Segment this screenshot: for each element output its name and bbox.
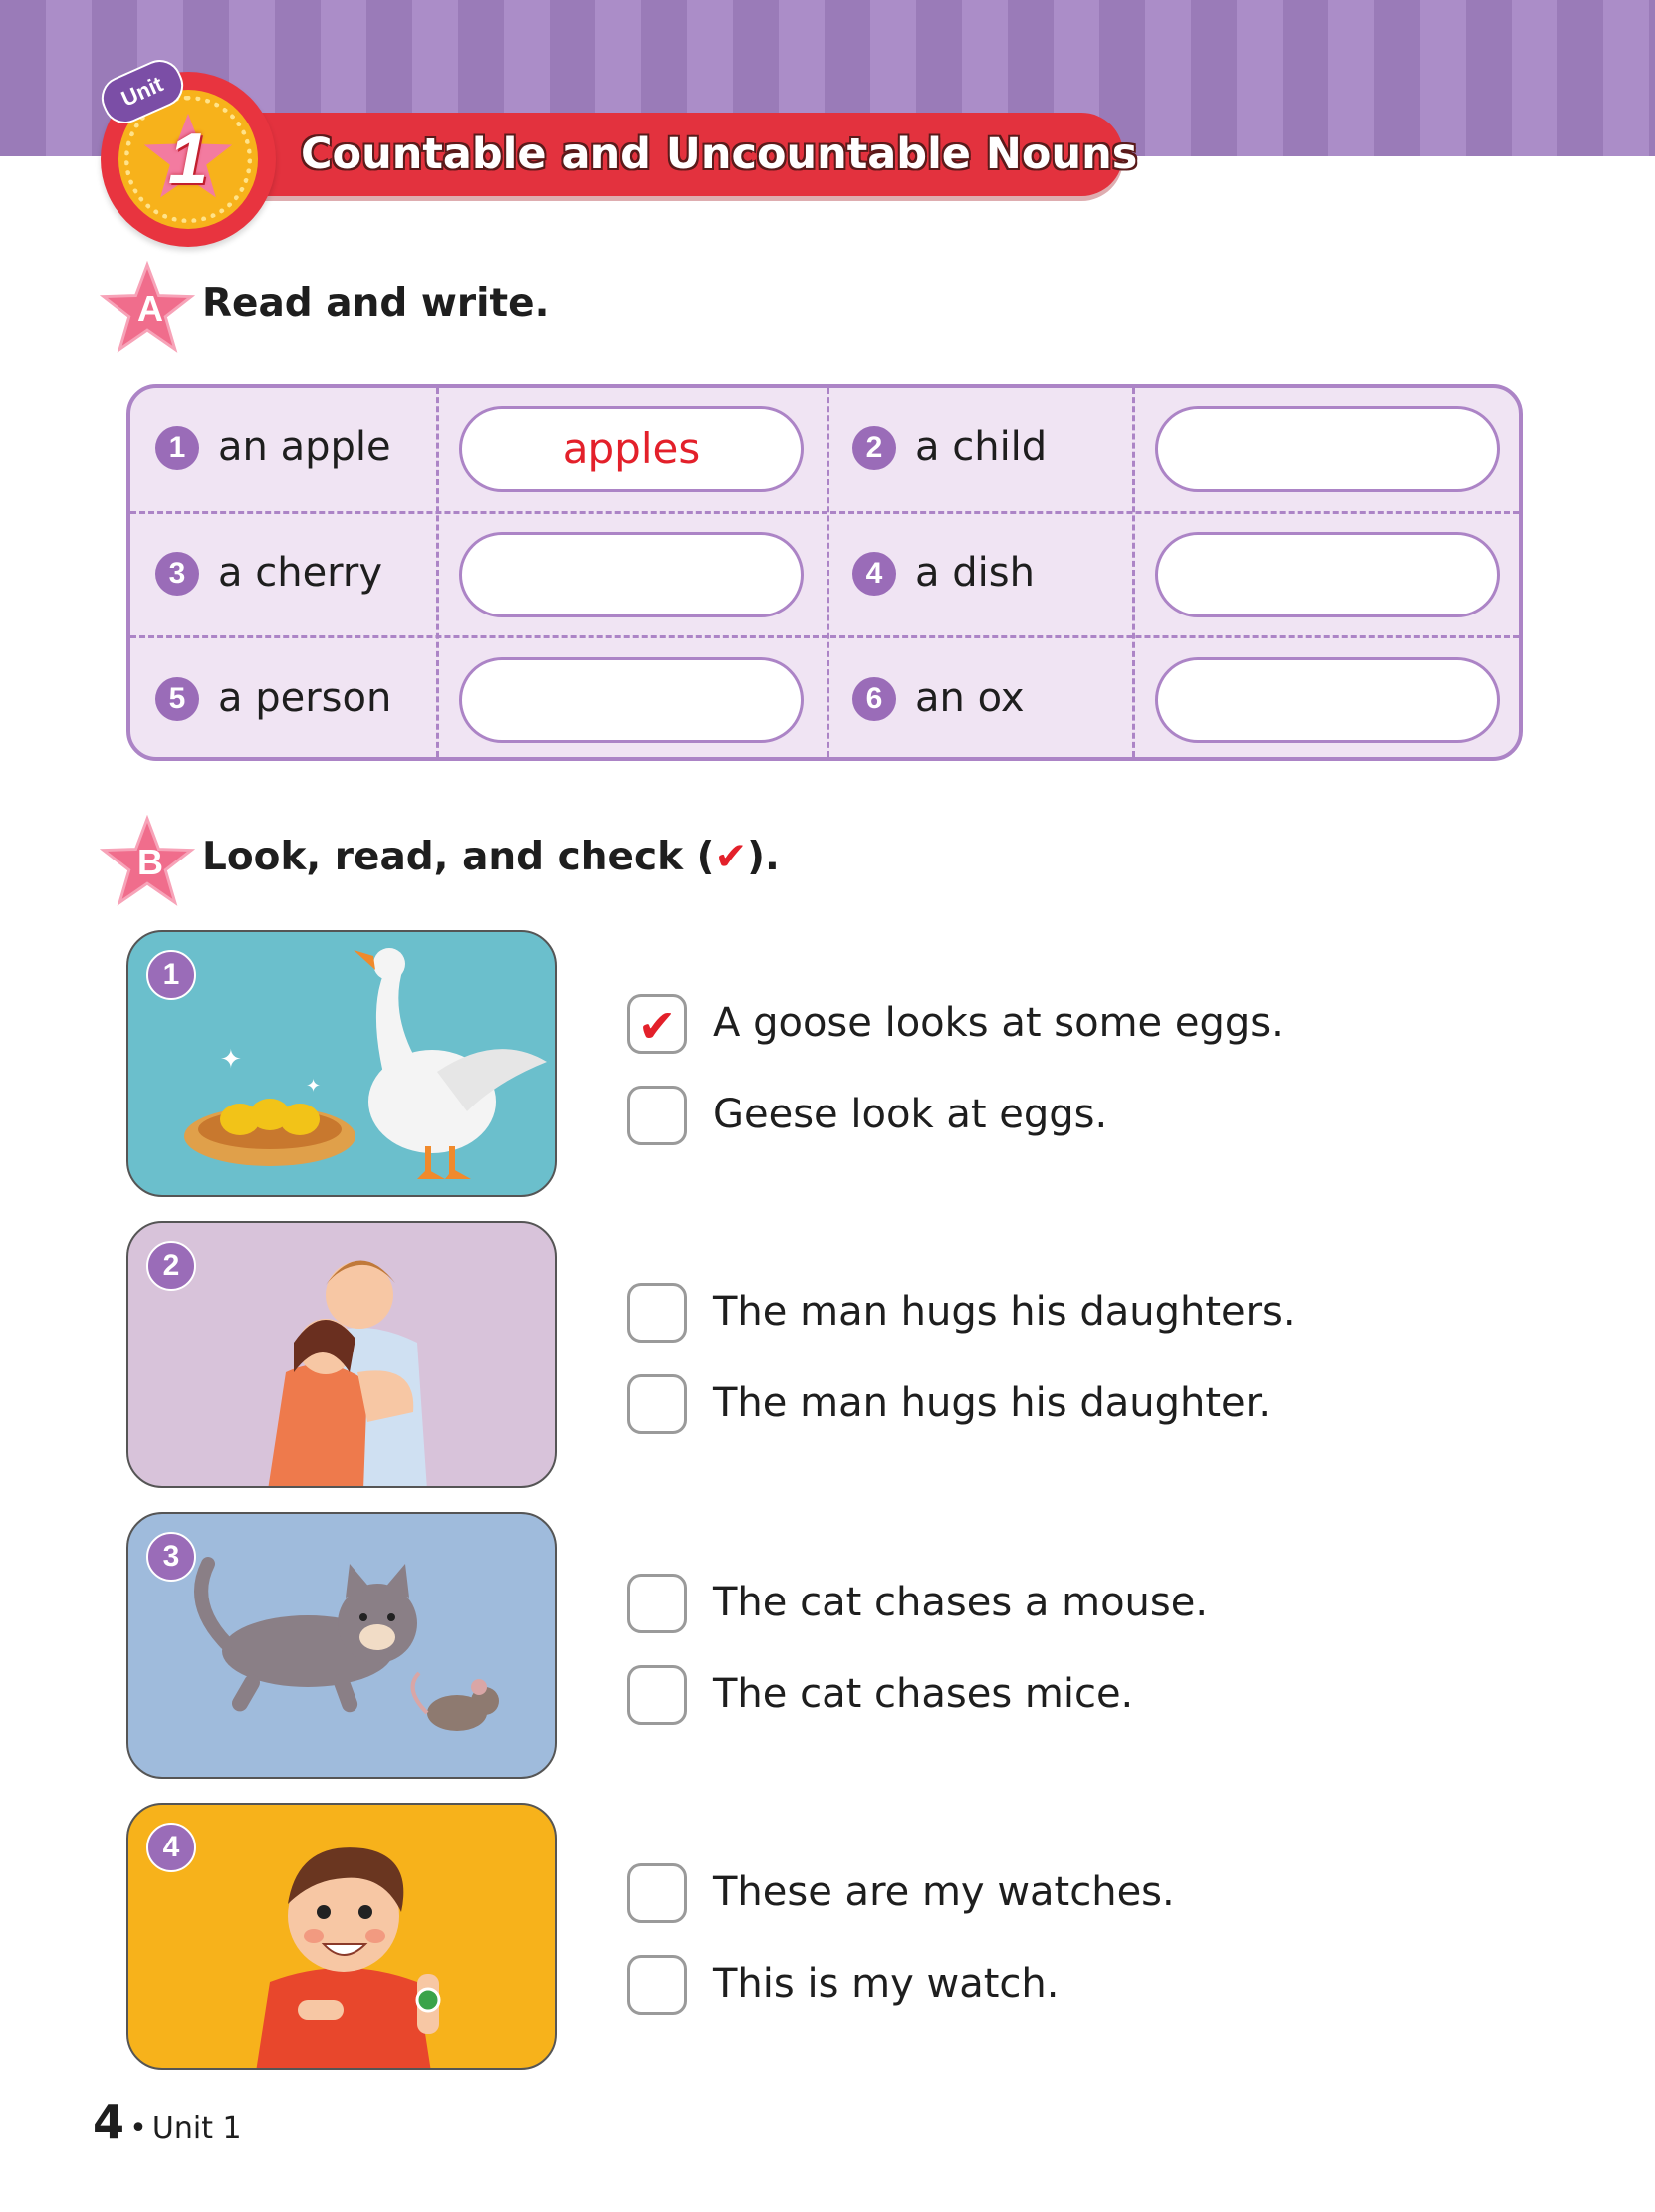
option-sentence: The cat chases a mouse. bbox=[713, 1580, 1209, 1625]
item-number: 1 bbox=[146, 950, 196, 1000]
checkbox[interactable] bbox=[627, 1863, 687, 1923]
option-sentence: A goose looks at some eggs. bbox=[713, 1000, 1284, 1046]
item-number: 4 bbox=[146, 1823, 196, 1872]
svg-text:✦: ✦ bbox=[220, 1045, 242, 1075]
item-number: 2 bbox=[852, 426, 896, 470]
picture-boy-with-watch bbox=[126, 1803, 557, 2070]
section-a-table bbox=[126, 384, 1523, 761]
unit-title-banner bbox=[229, 113, 1138, 196]
checkbox[interactable] bbox=[627, 1086, 687, 1145]
checkbox[interactable] bbox=[627, 1955, 687, 2015]
item-number: 6 bbox=[852, 677, 896, 721]
checkbox[interactable] bbox=[627, 1374, 687, 1434]
svg-text:✦: ✦ bbox=[306, 1076, 322, 1097]
option-sentence: The cat chases mice. bbox=[713, 1671, 1134, 1717]
answer-field[interactable] bbox=[459, 657, 804, 743]
section-a-letter: A bbox=[137, 288, 163, 329]
checkbox[interactable]: ✔ bbox=[627, 994, 687, 1054]
item-number: 3 bbox=[146, 1532, 196, 1582]
item-number: 2 bbox=[146, 1241, 196, 1291]
picture-cat-chases-mouse bbox=[126, 1512, 557, 1779]
checkbox[interactable] bbox=[627, 1574, 687, 1633]
answer-field[interactable] bbox=[1155, 406, 1500, 492]
picture-goose-and-eggs bbox=[126, 930, 557, 1197]
unit-tag: Unit bbox=[95, 53, 190, 130]
footer-unit-label: Unit 1 bbox=[151, 2111, 242, 2146]
page-footer bbox=[93, 2095, 242, 2149]
checkbox[interactable] bbox=[627, 1283, 687, 1343]
option-sentence: The man hugs his daughter. bbox=[713, 1380, 1272, 1426]
noun-word: an apple bbox=[218, 424, 391, 470]
picture-man-hugs-daughter bbox=[126, 1221, 557, 1488]
option-sentence: The man hugs his daughters. bbox=[713, 1289, 1296, 1335]
item-number: 5 bbox=[155, 677, 199, 721]
page-number: 4 bbox=[93, 2095, 125, 2149]
noun-word: a person bbox=[218, 675, 392, 721]
item-number: 3 bbox=[155, 552, 199, 596]
check-mark-icon: ✔ bbox=[714, 835, 748, 879]
section-b-letter: B bbox=[137, 842, 163, 882]
answer-field[interactable] bbox=[459, 532, 804, 617]
noun-word: a dish bbox=[915, 550, 1035, 596]
item-number: 4 bbox=[852, 552, 896, 596]
unit-number: 1 bbox=[167, 120, 209, 199]
item-number: 1 bbox=[155, 426, 199, 470]
unit-title: Countable and Uncountable Nouns bbox=[301, 129, 1138, 179]
option-sentence: Geese look at eggs. bbox=[713, 1092, 1108, 1137]
option-sentence: These are my watches. bbox=[713, 1869, 1175, 1915]
noun-word: an ox bbox=[915, 675, 1025, 721]
footer-separator: • bbox=[129, 2111, 147, 2146]
answer-field[interactable]: apples bbox=[459, 406, 804, 492]
option-sentence: This is my watch. bbox=[713, 1961, 1060, 2007]
noun-word: a child bbox=[915, 424, 1048, 470]
checkbox[interactable] bbox=[627, 1665, 687, 1725]
noun-word: a cherry bbox=[218, 550, 383, 596]
answer-field[interactable] bbox=[1155, 532, 1500, 617]
section-b-title: Look, read, and check (✔). bbox=[202, 835, 780, 879]
answer-field[interactable] bbox=[1155, 657, 1500, 743]
section-a-title: Read and write. bbox=[202, 281, 550, 326]
